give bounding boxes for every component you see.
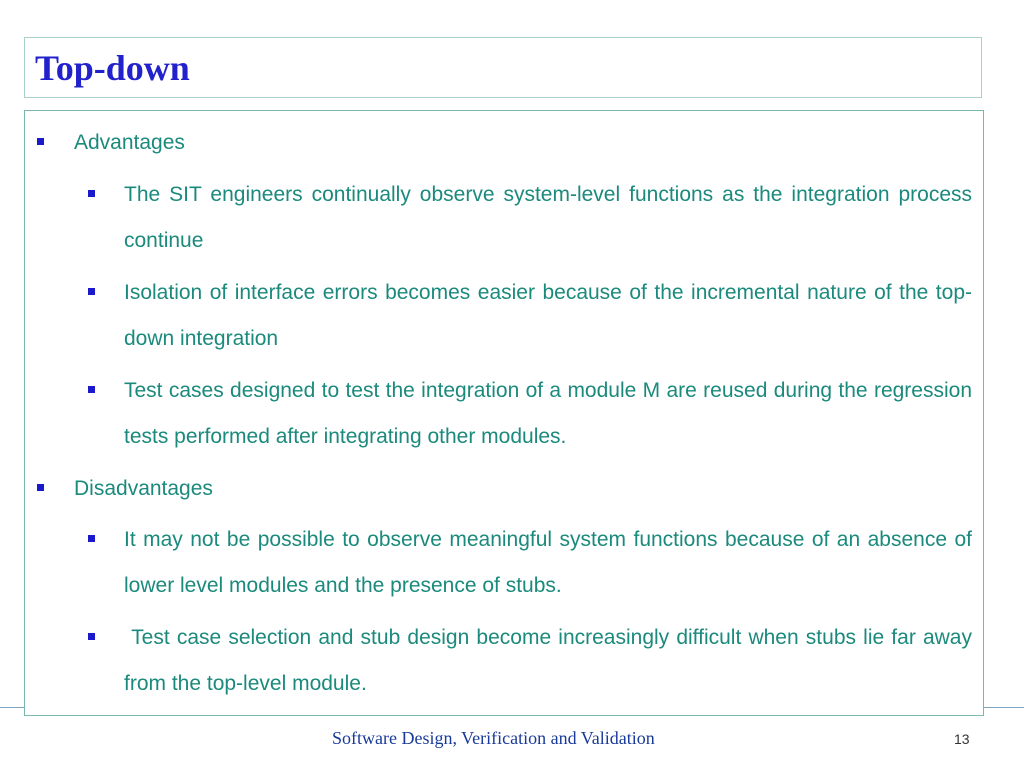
bullet-icon <box>88 386 95 393</box>
disadvantage-item-2: Test case selection and stub design become increasingly difficult when stubs lie far away from the top-level module. <box>124 626 978 695</box>
bullet-icon <box>37 484 44 491</box>
advantage-item-3: Test cases designed to test the integration of a module M are reused during the regression tests performed after integrating other modules. <box>124 379 972 448</box>
bullet-icon <box>88 190 95 197</box>
decorative-line-left <box>0 707 25 708</box>
advantage-item-2: Isolation of interface errors becomes easier because of the incremental nature of the top-down integration <box>124 281 972 350</box>
bullet-icon <box>88 633 95 640</box>
section-heading-advantages: Advantages <box>74 131 185 154</box>
content-area <box>24 110 984 716</box>
section-heading-disadvantages: Disadvantages <box>74 477 213 500</box>
bullet-icon <box>88 288 95 295</box>
bullet-icon <box>88 535 95 542</box>
footer-course-title: Software Design, Verification and Validation <box>332 728 655 748</box>
page-number: 13 <box>954 731 970 747</box>
title-bar <box>24 37 982 98</box>
slide-title: Top-down <box>35 48 190 88</box>
advantage-item-1: The SIT engineers continually observe system-level functions as the integration process continue <box>124 183 972 252</box>
disadvantage-item-1: It may not be possible to observe meaningful system functions because of an absence of lower level modules and the presence of stubs. <box>124 528 972 597</box>
decorative-line-right <box>983 707 1024 708</box>
bullet-icon <box>37 138 44 145</box>
